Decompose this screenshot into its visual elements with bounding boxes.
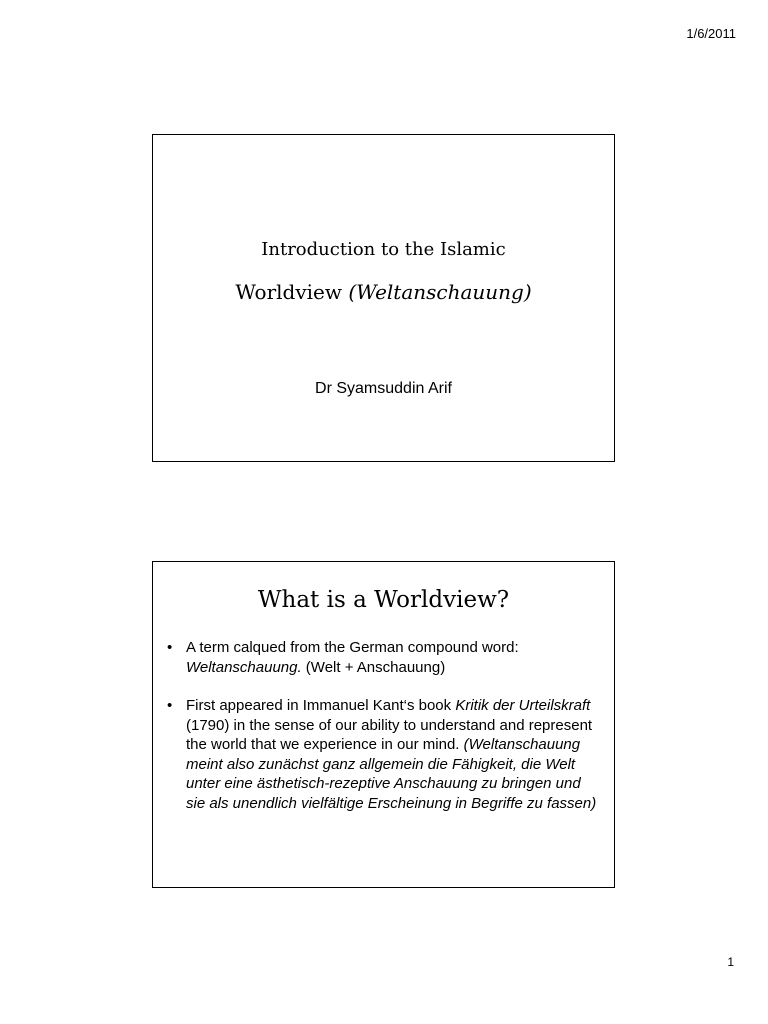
bullet-2-text-b: (1790) in the sense of our ability to understand and represent the world that we experience in our mind. <box>186 716 593 753</box>
title-italic-text: (Weltanschauung) <box>348 280 532 304</box>
bullet-2-italic-a: Kritik der Urteilskraft <box>455 697 591 714</box>
bullet-list <box>167 638 602 832</box>
bullet-1-text-a: A term calqued from the German compound word: <box>186 639 519 656</box>
bullet-2-text-a: First appeared in Immanuel Kant‘s book <box>186 697 456 714</box>
slide-title-line-1: Introduction to the Islamic <box>261 239 506 260</box>
author-name: Dr Syamsuddin Arif <box>315 380 452 397</box>
slide-heading: What is a Worldview? <box>257 587 510 613</box>
slide-title-line-2 <box>153 280 614 304</box>
title-main-text: Worldview <box>235 280 342 304</box>
bullet-dot: • <box>167 697 173 714</box>
bullet-dot: • <box>167 639 173 656</box>
slide-title <box>152 134 615 462</box>
bullet-2-italic-b: (Weltanschauung meint also zunächst ganz allgemein die Fähigkeit, die Welt unter eine ästhetisch-rezeptive Anschauung zu bringen und sie als unendlich vielfältige Erscheinung in Begriffe zu fassen) <box>186 736 597 812</box>
bullet-item-2 <box>167 696 602 813</box>
slide-worldview <box>152 561 615 888</box>
header-date: 1/6/2011 <box>686 26 736 41</box>
bullet-1-italic-a: Weltanschauung. <box>186 658 302 676</box>
page-number: 1 <box>727 955 734 969</box>
bullet-item-1 <box>167 638 602 677</box>
bullet-1-text-b: (Welt + Anschauung) <box>301 658 446 676</box>
